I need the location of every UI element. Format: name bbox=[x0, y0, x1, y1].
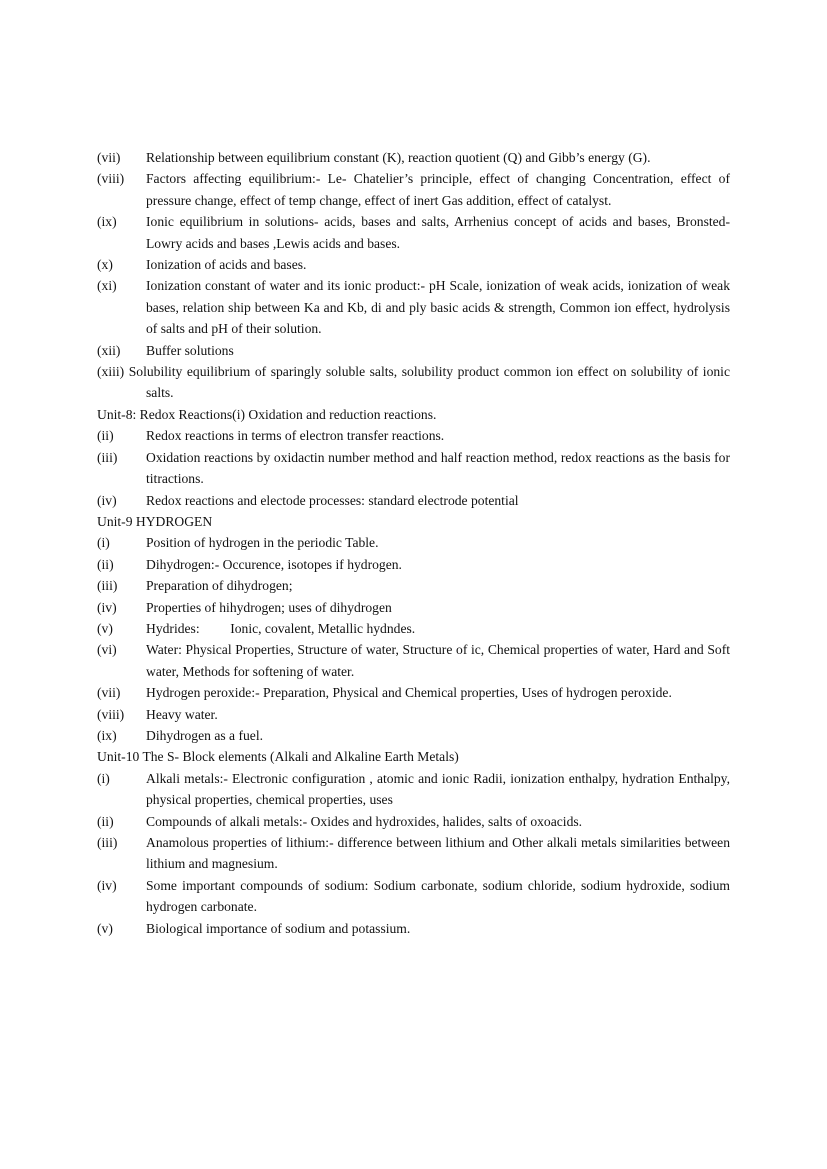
list-item bbox=[97, 832, 730, 875]
section-unit-10 bbox=[97, 746, 730, 939]
item-text: Redox reactions and electode processes: standard electrode potential bbox=[146, 492, 519, 508]
list-item bbox=[97, 682, 730, 703]
item-number: (vii) bbox=[97, 685, 121, 701]
list-item bbox=[97, 425, 730, 446]
item-number: (v) bbox=[97, 620, 113, 636]
item-number: (vi) bbox=[97, 642, 117, 658]
list-item-hanging: (xiii) Solubility equilibrium of sparingly soluble salts, solubility product common ion effect on solubility of ionic salts. bbox=[97, 364, 730, 401]
item-number: (viii) bbox=[97, 171, 125, 187]
item-text: Redox reactions in terms of electron transfer reactions. bbox=[146, 428, 445, 444]
list-item bbox=[97, 918, 730, 939]
item-number: (iv) bbox=[97, 492, 117, 508]
item-text: Compounds of alkali metals:- Oxides and hydroxides, halides, salts of oxoacids. bbox=[146, 813, 583, 829]
item-text: Ionization of acids and bases. bbox=[146, 257, 307, 273]
item-text: Properties of hihydrogen; uses of dihydrogen bbox=[146, 599, 392, 615]
item-text: Water: Physical Properties, Structure of water, Structure of ic, Chemical properties of water, Hard and Soft water, Methods for softening of water. bbox=[146, 642, 730, 679]
item-number: (iii) bbox=[97, 835, 118, 850]
item-number: (iv) bbox=[97, 599, 117, 615]
item-text: Hydrogen peroxide:- Preparation, Physical and Chemical properties, Uses of hydrogen peroxide. bbox=[146, 685, 672, 701]
item-text: Biological importance of sodium and potassium. bbox=[146, 920, 411, 936]
item-text: Alkali metals:- Electronic configuration , atomic and ionic Radii, ionization enthalpy, hydration Enthalpy, physical properties, chemical properties, uses bbox=[146, 770, 730, 808]
item-number: (ix) bbox=[97, 727, 117, 743]
unit-heading: Unit-9 HYDROGEN bbox=[97, 513, 213, 529]
list-item bbox=[97, 768, 730, 811]
unit-heading: Unit-8: Redox Reactions(i) Oxidation and reduction reactions. bbox=[97, 406, 437, 422]
list-item bbox=[97, 725, 730, 746]
item-text: Some important compounds of sodium: Sodium carbonate, sodium chloride, sodium hydroxide, sodium hydrogen carbonate. bbox=[146, 877, 730, 915]
item-number: (iii) bbox=[97, 578, 118, 594]
item-text: Factors affecting equilibrium:- Le- Chatelier’s principle, effect of changing Concentration, effect of pressure change, effect of temp change, effect of inert Gas addition, effect of catalyst. bbox=[146, 171, 730, 208]
item-number: (ii) bbox=[97, 556, 114, 572]
list-item bbox=[97, 447, 730, 490]
item-text: Heavy water. bbox=[146, 706, 218, 722]
item-number: (x) bbox=[97, 257, 113, 273]
item-text: Dihydrogen as a fuel. bbox=[146, 727, 264, 743]
list-item bbox=[97, 275, 730, 339]
unit-heading: Unit-10 The S- Block elements (Alkali and Alkaline Earth Metals) bbox=[97, 749, 459, 765]
item-text: Dihydrogen:- Occurence, isotopes if hydrogen. bbox=[146, 556, 402, 572]
item-number: (xi) bbox=[97, 278, 117, 294]
item-number: (i) bbox=[97, 770, 110, 786]
list-item bbox=[97, 532, 730, 553]
list-item bbox=[97, 575, 730, 596]
list-item bbox=[97, 875, 730, 918]
list-item bbox=[97, 211, 730, 254]
item-number: (xii) bbox=[97, 342, 121, 358]
item-number: (iii) bbox=[97, 449, 118, 465]
list-item bbox=[97, 254, 730, 275]
item-number: (vii) bbox=[97, 150, 121, 165]
item-number: (ix) bbox=[97, 214, 117, 230]
item-text: Relationship between equilibrium constant (K), reaction quotient (Q) and Gibb’s energy (G). bbox=[146, 150, 651, 165]
section-equilibrium bbox=[97, 147, 730, 404]
item-text: Preparation of dihydrogen; bbox=[146, 578, 293, 594]
item-text: Oxidation reactions by oxidactin number method and half reaction method, redox reactions as the basis for titractions. bbox=[146, 449, 730, 487]
item-text: Position of hydrogen in the periodic Table. bbox=[146, 535, 379, 551]
item-text: Buffer solutions bbox=[146, 342, 234, 358]
section-unit-8 bbox=[97, 404, 730, 511]
item-number: (ii) bbox=[97, 428, 114, 444]
item-text: Ionic equilibrium in solutions- acids, bases and salts, Arrhenius concept of acids and bases, Bronsted- Lowry acids and bases ,Lewis acids and bases. bbox=[146, 214, 730, 251]
item-text: Anamolous properties of lithium:- difference between lithium and Other alkali metals similarities between lithium and magnesium. bbox=[146, 835, 730, 872]
list-item bbox=[97, 490, 730, 511]
item-number: (viii) bbox=[97, 706, 125, 722]
list-item bbox=[97, 554, 730, 575]
item-text: Hydrides: Ionic, covalent, Metallic hydndes. bbox=[146, 620, 416, 636]
list-item bbox=[97, 147, 730, 168]
item-number: (ii) bbox=[97, 813, 114, 829]
item-number: (v) bbox=[97, 920, 113, 936]
item-text: Ionization constant of water and its ionic product:- pH Scale, ionization of weak acids, ionization of weak bases, relation ship between Ka and Kb, di and ply basic acids & strength, Common ion effect, hydrolysis of salts and pH of their solution. bbox=[146, 278, 730, 337]
list-item bbox=[97, 704, 730, 725]
document-body bbox=[97, 147, 730, 939]
list-item bbox=[97, 168, 730, 211]
list-item bbox=[97, 639, 730, 682]
list-item bbox=[97, 618, 730, 639]
item-number: (i) bbox=[97, 535, 110, 551]
section-unit-9 bbox=[97, 511, 730, 746]
list-item bbox=[97, 811, 730, 832]
list-item bbox=[97, 340, 730, 361]
list-item bbox=[97, 597, 730, 618]
item-number: (iv) bbox=[97, 877, 117, 893]
